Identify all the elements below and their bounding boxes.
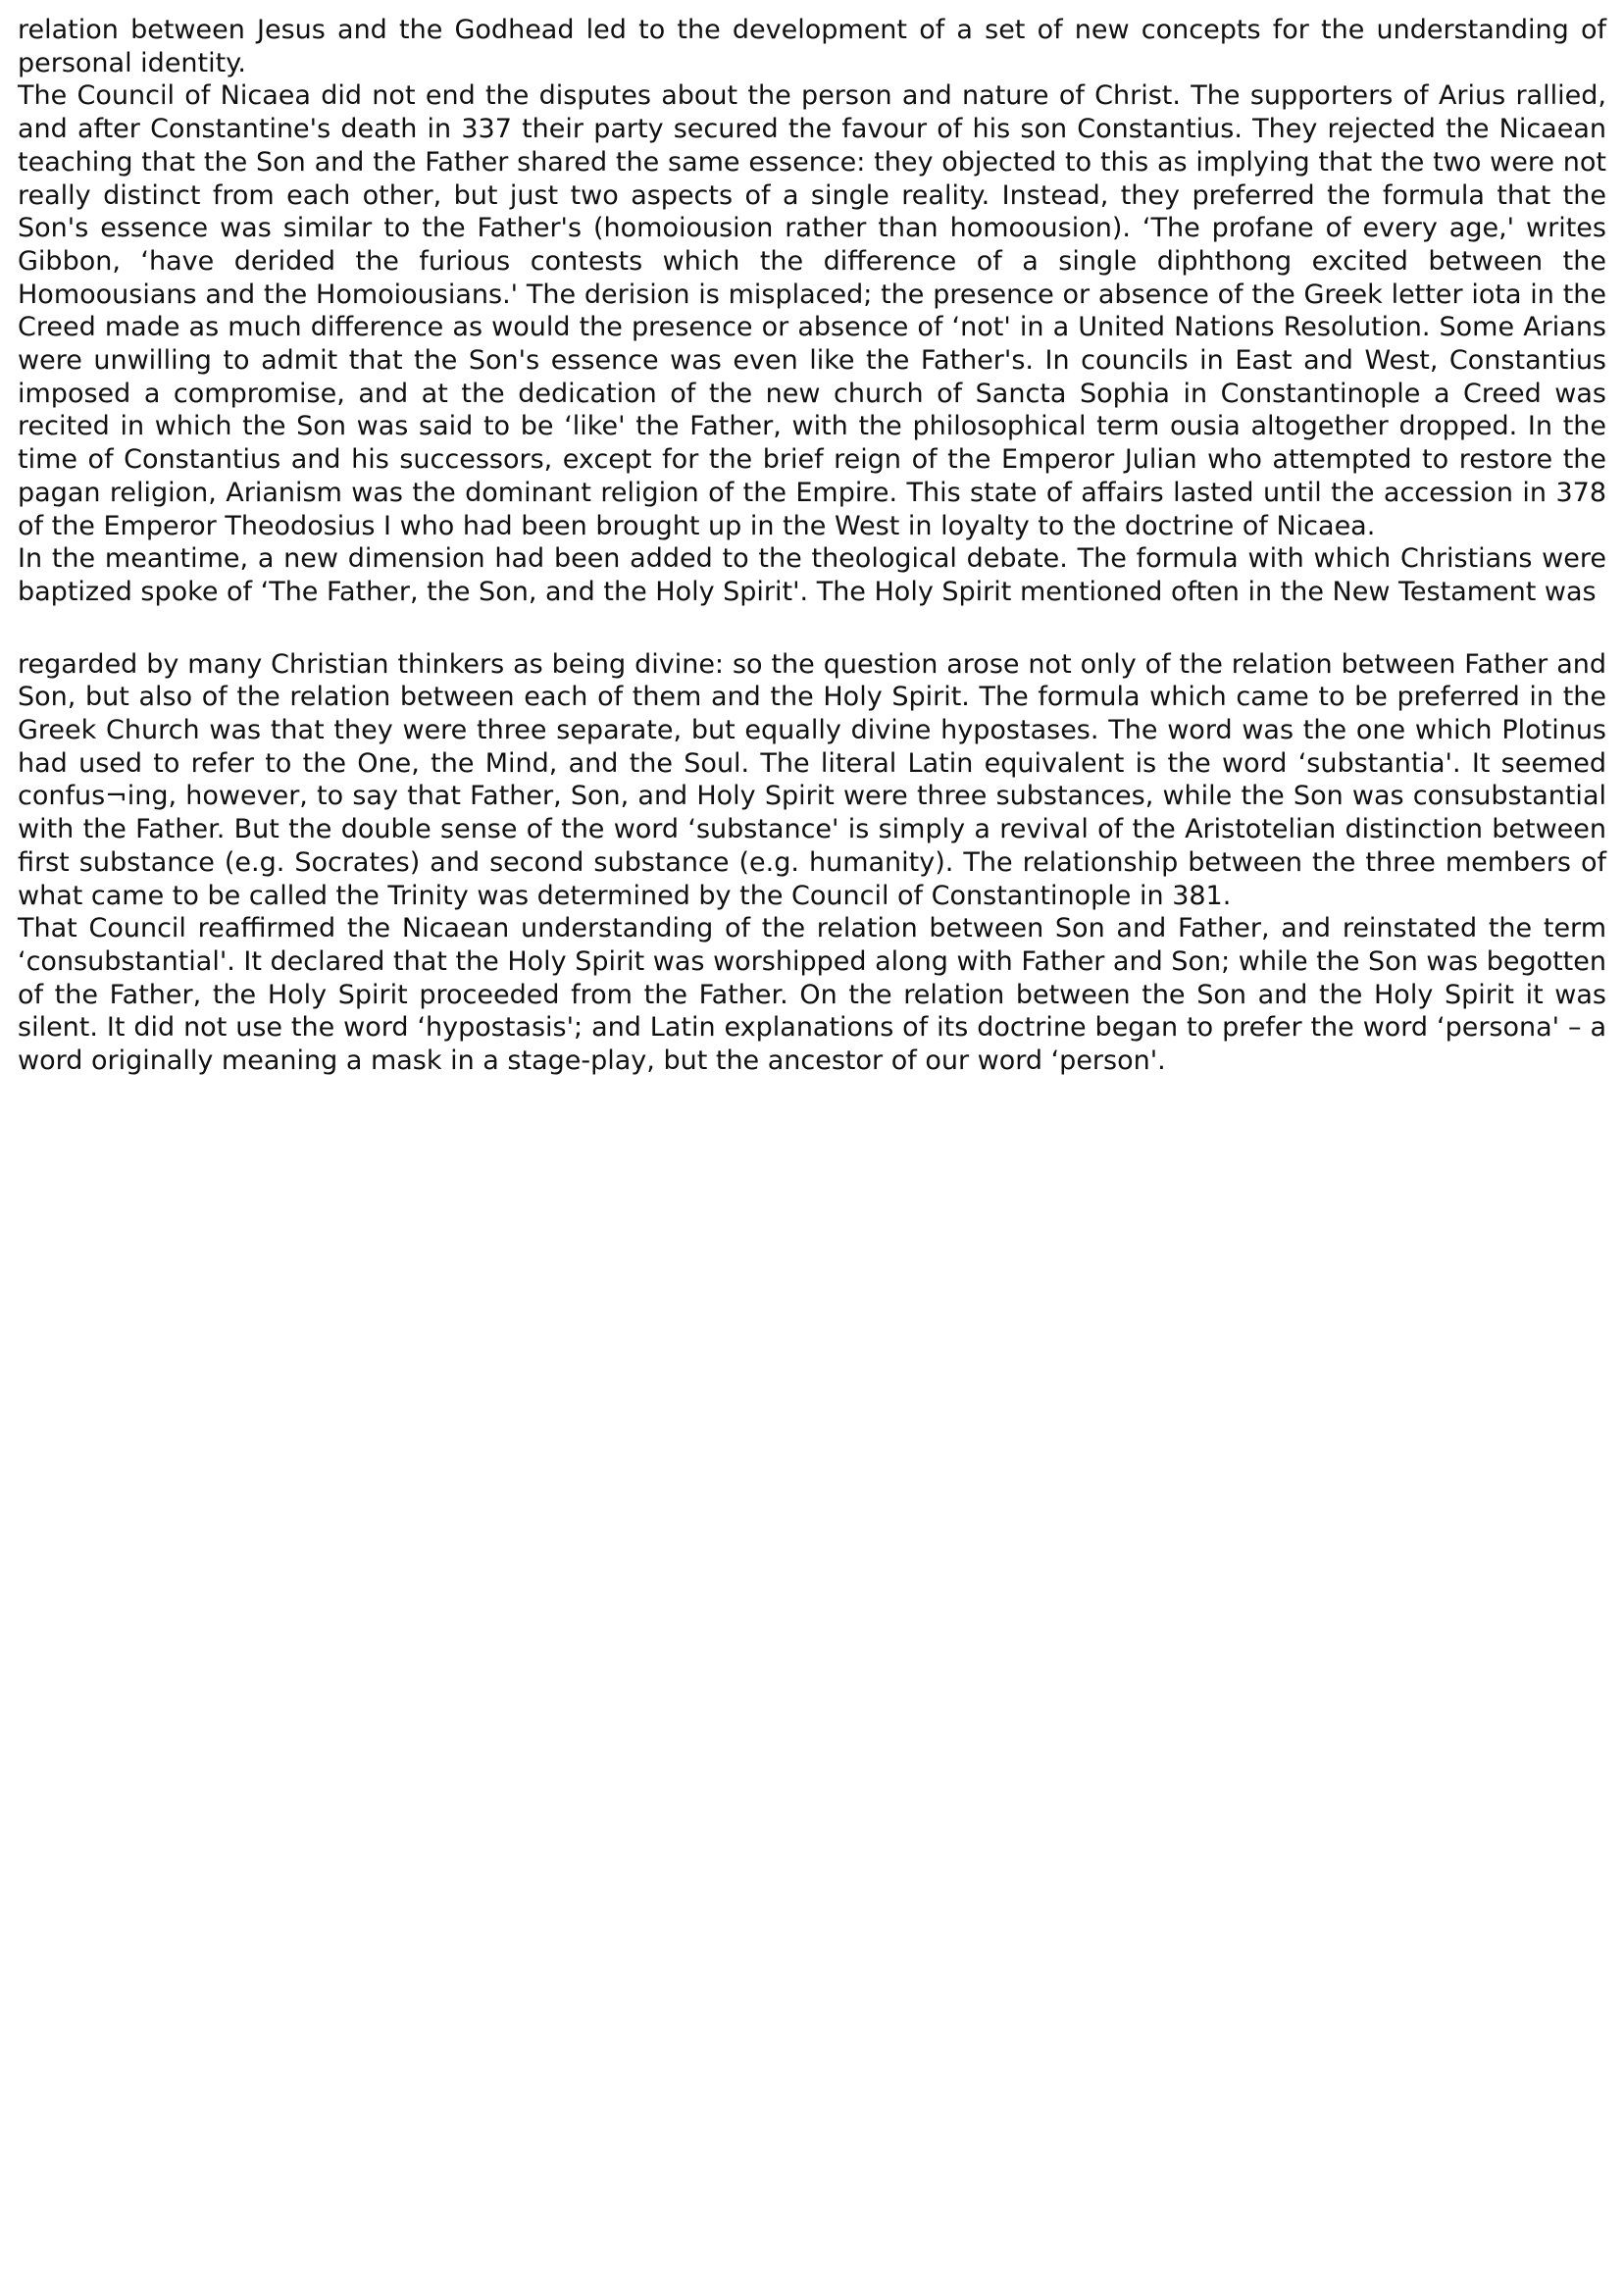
paragraph-2: The Council of Nicaea did not end the disputes about the person and nature of Christ. The supporters of Arius rallied, and after Constantine's death in 337 their party secured the favour of his son Constantius. They rejected the Nicaean teaching that the Son and the Father shared the same essence: they objected to this as implying that the two were not really distinct from each other, but just two aspects of a single reality. Instead, they preferred the formula that the Son's essence was similar to the Father's (homoiousion rather than homoousion). ‘The profane of every age,' writes Gibbon, ‘have derided the furious contests which the difference of a single diphthong excited between the Homoousians and the Homoiousians.' The derision is misplaced; the presence or absence of the Greek letter iota in the Creed made as much difference as would the presence or absence of ‘not' in a United Nations Resolution. Some Arians were unwilling to admit that the Son's essence was even like the Father's. In councils in East and West, Constantius imposed a compromise, and at the dedication of the new church of Sancta Sophia in Constantinople a Creed was recited in which the Son was said to be ‘like' the Father, with the philosophical term ousia altogether dropped. In the time of Constantius and his successors, except for the brief reign of the Emperor Julian who attempted to restore the pagan religion, Arianism was the dominant religion of the Empire. This state of affairs lasted until the accession in 378 of the Emperor Theodosius I who had been brought up in the West in loyalty to the doctrine of Nicaea.	[18, 80, 1606, 541]
paragraph-3: In the meantime, a new dimension had been added to the theological debate. The formula with which Christians were baptized spoke of ‘The Father, the Son, and the Holy Spirit'. The Holy Spirit mentioned often in the New Testament was	[18, 543, 1606, 607]
page-break-gap	[18, 609, 1606, 648]
paragraph-1: relation between Jesus and the Godhead led to the development of a set of new concepts for the understanding of personal identity.	[18, 15, 1606, 78]
document-page	[18, 14, 1606, 1078]
paragraph-4: regarded by many Christian thinkers as being divine: so the question arose not only of the relation between Father and Son, but also of the relation between each of them and the Holy Spirit. The formula which came to be preferred in the Greek Church was that they were three separate, but equally divine hypostases. The word was the one which Plotinus had used to refer to the One, the Mind, and the Soul. The literal Latin equivalent is the word ‘substantia'. It seemed confus¬ing, however, to say that Father, Son, and Holy Spirit were three substances, while the Son was consubstantial with the Father. But the double sense of the word ‘substance' is simply a revival of the Aristotelian distinction between first substance (e.g. Socrates) and second substance (e.g. humanity). The relationship between the three members of what came to be called the Trinity was determined by the Council of Constantinople in 381.	[18, 648, 1606, 911]
paragraph-5: That Council reaffirmed the Nicaean understanding of the relation between Son and Father, and reinstated the term ‘consubstantial'. It declared that the Holy Spirit was worshipped along with Father and Son; while the Son was begotten of the Father, the Holy Spirit proceeded from the Father. On the relation between the Son and the Holy Spirit it was silent. It did not use the word ‘hypostasis'; and Latin explanations of its doctrine began to prefer the word ‘persona' – a word originally meaning a mask in a stage-play, but the ancestor of our word ‘person'.	[18, 913, 1606, 1077]
